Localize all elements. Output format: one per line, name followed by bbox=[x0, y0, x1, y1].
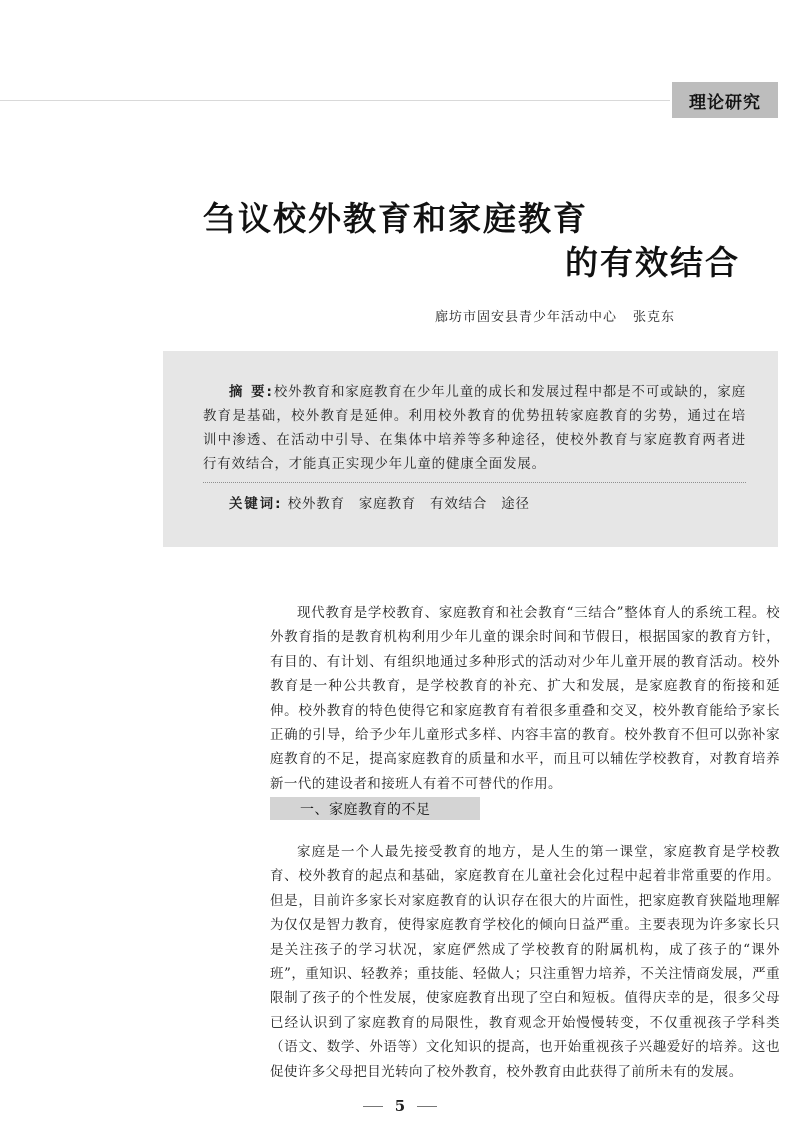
section-heading: 一、家庭教育的不足 bbox=[270, 797, 480, 820]
keyword-item: 有效结合 bbox=[430, 497, 488, 512]
byline bbox=[435, 306, 675, 325]
author-affiliation: 廊坊市固安县青少年活动中心 bbox=[435, 310, 618, 325]
abstract bbox=[203, 381, 746, 477]
abstract-box bbox=[163, 351, 778, 547]
abstract-label: 摘 要: bbox=[229, 385, 274, 400]
abstract-divider bbox=[203, 482, 746, 483]
keyword-item: 家庭教育 bbox=[358, 497, 417, 512]
header-rule bbox=[0, 100, 670, 101]
keywords-label: 关键词: bbox=[229, 497, 283, 512]
keywords bbox=[229, 493, 544, 512]
page-footer bbox=[0, 1097, 800, 1115]
section-tag: 理论研究 bbox=[672, 82, 778, 118]
author-name: 张克东 bbox=[633, 310, 676, 325]
abstract-text: 校外教育和家庭教育在少年儿童的成长和发展过程中都是不可或缺的，家庭教育是基础，校外教育是延伸。利用校外教育的优势扭转家庭教育的劣势，通过在培训中渗透、在活动中引导、在集体中培养等多种途径，使校外教育与家庭教育两者进行有效结合，才能真正实现少年儿童的健康全面发展。 bbox=[203, 385, 746, 472]
article-title-line-1: 刍议校外教育和家庭教育 bbox=[203, 199, 588, 238]
body-paragraph-1: 现代教育是学校教育、家庭教育和社会教育“三结合”整体育人的系统工程。校外教育指的是教育机构利用少年儿童的课余时间和节假日，根据国家的教育方针，有目的、有计划、有组织地通过多种形式的活动对少年儿童开展的教育活动。校外教育是一种公共教育，是学校教育的补充、扩大和发展，是家庭教育的衔接和延伸。校外教育的特色使得它和家庭教育有着很多重叠和交叉，校外教育能给予家长正确的引导，给予少年儿童形式多样、内容丰富的教育。校外教育不但可以弥补家庭教育的不足，提高家庭教育的质量和水平，而且可以辅佐学校教育，对教育培养新一代的建设者和接班人有着不可替代的作用。 bbox=[270, 605, 780, 792]
article-title-line-2: 的有效结合 bbox=[565, 243, 740, 282]
body-paragraph-2: 家庭是一个人最先接受教育的地方，是人生的第一课堂，家庭教育是学校教育、校外教育的起点和基础，家庭教育在儿童社会化过程中起着非常重要的作用。但是，目前许多家长对家庭教育的认识存在很大的片面性，把家庭教育狭隘地理解为仅仅是智力教育，使得家庭教育学校化的倾向日益严重。主要表现为许多家长只是关注孩子的学习状况，家庭俨然成了学校教育的附属机构，成了孩子的“课外班”，重知识、轻教养；重技能、轻做人；只注重智力培养，不关注情商发展，严重限制了孩子的个性发展，使家庭教育出现了空白和短板。值得庆幸的是，很多父母已经认识到了家庭教育的局限性，教育观念开始慢慢转变，不仅重视孩子学科类（语文、数学、外语等）文化知识的提高，也开始重视孩子兴趣爱好的培养。这也促使许多父母把目光转向了校外教育，校外教育由此获得了前所未有的发展。 bbox=[270, 844, 780, 1080]
keyword-item: 途径 bbox=[501, 497, 530, 512]
page-number: 5 bbox=[394, 1097, 406, 1115]
footer-dash-right bbox=[417, 1106, 437, 1107]
keyword-item: 校外教育 bbox=[287, 497, 345, 512]
footer-dash-left bbox=[363, 1106, 383, 1107]
